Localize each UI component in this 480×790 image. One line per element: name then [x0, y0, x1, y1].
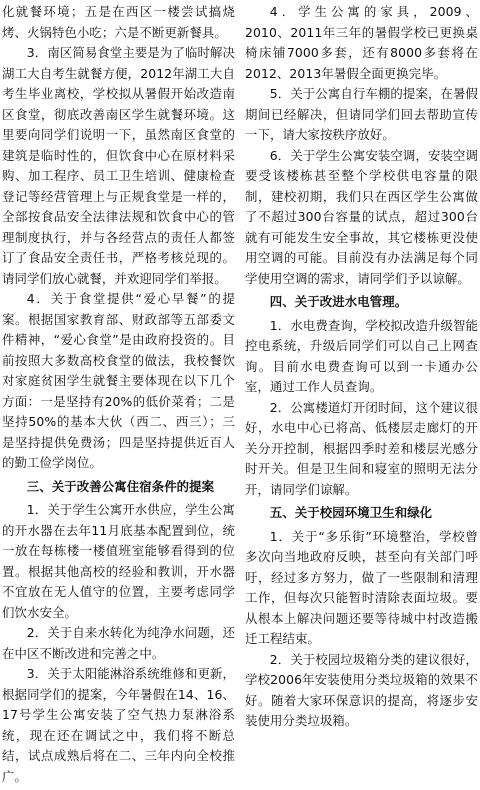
paragraph-corridor-lights: 2．公寓楼道灯开闭时间，这个建议很好，水电中心已将高、低楼层走廊灯的开关分开控制，根据四季时差和楼层光感分时开关。但是卫生间和寝室的照明无法分开，请同学们谅解。 [245, 399, 478, 497]
paragraph-bike-shed: 5．关于公寓自行车棚的提案，在暑假期间已经解决，但请同学们回去帮助宣传一下，请大家按秩序放好。 [245, 86, 478, 142]
paragraph-purified-water: 2．关于自来水转化为纯净水问题，还在中区不断改进和完善之中。 [2, 625, 235, 661]
paragraph-utility-bill-query: 1．水电费查询，学校拟改造升级智能控电系统，升级后同学们可以自己上网查询。目前水电费查询可以到一卡通办公室，通过工作人员查询。 [245, 317, 478, 394]
paragraph-garbage-sorting: 2．关于校园垃圾箱分类的建议很好，学校2006年安装使用分类垃圾箱的效果不好。随着大家环保意识的提高，将逐步安装使用分类垃圾箱。 [245, 651, 478, 728]
paragraph-air-conditioning: 6．关于学生公寓安装空调，安装空调要受该楼栋甚至整个学校供电容量的限制，建校初期，我们只在西区学生公寓做了不超过300台容量的试点，超过300台就有可能发生安全事故，其它楼栋更没使用空调的可能。目前没有办法满足每个同学使用空调的需求，请同学们予以谅解。 [245, 147, 478, 286]
paragraph-love-breakfast: 4．关于食堂提供“爱心早餐”的提案。根据国家教育部、财政部等五部委文件精神，“爱心食堂”是由政府投资的。目前按照大多数高校食堂的做法，我校餐饮对家庭贫困学生就餐主要体现在以下几个方面：一是坚持有20%的低价菜肴；二是坚持50%的基本大伙（西二、西三）；三是坚持提供免费汤；四是坚持提供近百人的勤工俭学岗位。 [2, 291, 235, 470]
right-column [245, 2, 478, 790]
section-heading-dormitory: 三、关于改善公寓住宿条件的提案 [26, 478, 215, 494]
paragraph-canteen-improvements-end: 化就餐环境；五是在西区一楼尝试搞烧烤、火锅特色小吃；六是不断更新餐具。 [2, 4, 235, 40]
section-heading-environment: 五、关于校园环境卫生和绿化 [269, 505, 433, 520]
paragraph-dorm-furniture: 4．学生公寓的家具，2009、2010、2011年三年的暑假学校已更换桌椅床铺7000多套，还有8000多套将在2012、2013年暑假全面更换完毕。 [245, 4, 478, 81]
paragraph-solar-shower: 3．关于太阳能淋浴系统维修和更新，根据同学们的提案，今年暑假在14、16、17号学生公寓安装了空气热力泵淋浴系统，现在还在调试之中，我们将不断总结，试点成熟后将在二、三年内向全校推广。 [2, 666, 235, 784]
paragraph-duole-street: 1．关于“多乐街”环境整治，学校曾多次向当地政府反映，甚至向有关部门呼吁，经过多方努力，做了一些限制和清理工作，但每次只能暂时清除表面垃圾。要从根本上解决问题还要等待城中村改造搬迁工程结束。 [245, 528, 478, 646]
section-heading-utilities: 四、关于改进水电管理。 [269, 294, 408, 309]
paragraph-south-canteen: 3．南区简易食堂主要是为了临时解决湖工大自考生就餐方便，2012年湖工大自考生毕业离校，学校拟从暑假开始改造南区食堂，彻底改善南区学生就餐环境。这里要向同学们说明一下，虽然南区食堂的建筑是临时性的，但饮食中心在原材料采购、加工程序、员工卫生培训、健康检查登记等经营管理上与正规食堂是一样的，全部按食品安全法律法规和饮食中心的管理制度执行，并与各经营点的责任人都签订了食品安全责任书，严格考核兑现的。请同学们放心就餐，并欢迎同学们举报。 [2, 45, 235, 286]
left-column [2, 2, 235, 790]
paragraph-hot-water-supply: 1．关于学生公寓开水供应，学生公寓的开水器在去年11月底基本配置到位，统一放在每栋楼一楼值班室能够看得到的位置。根据其他高校的经验和教训，开水器不宜放在无人值守的位置，主要考虑同学们饮水安全。 [2, 502, 235, 620]
